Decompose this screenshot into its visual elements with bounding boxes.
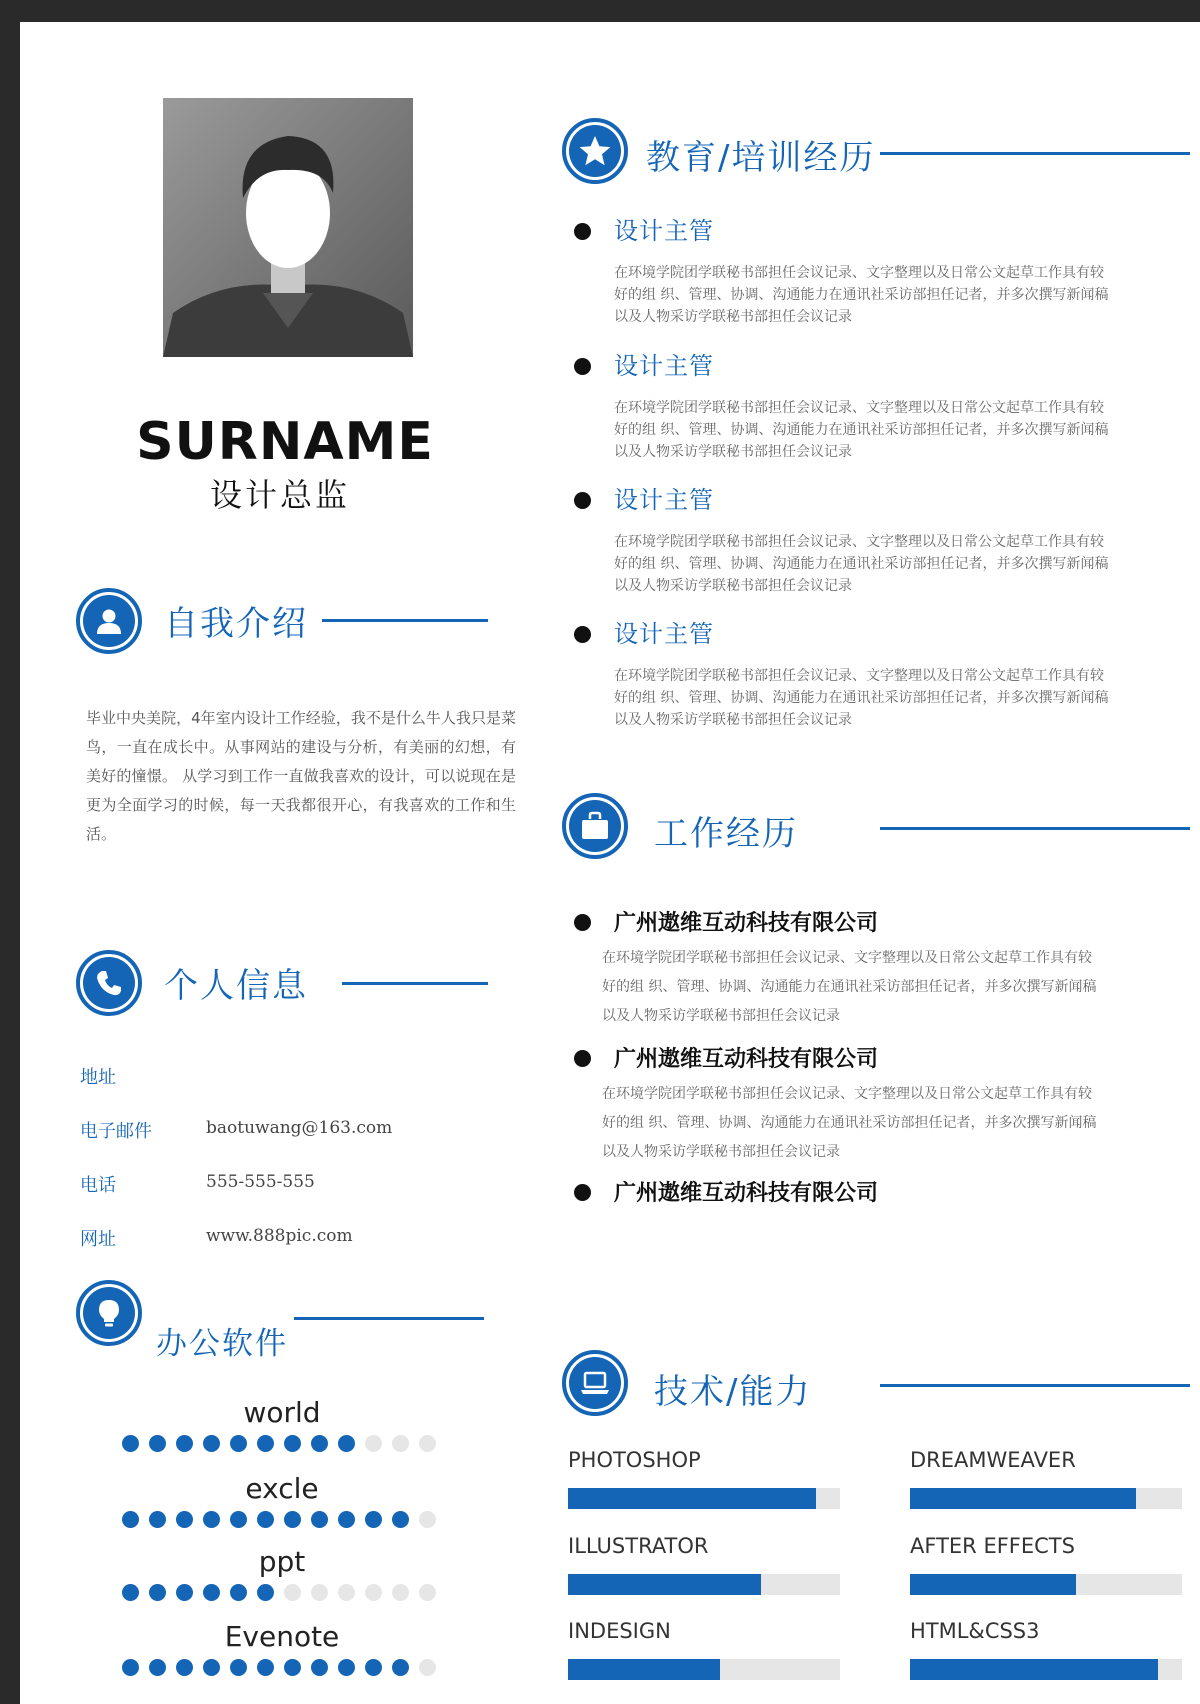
education-desc: 在环境学院团学联秘书部担任会议记录、文字整理以及日常公文起草工作具有较好的组 织、管理、协调、沟通能力在通讯社采访部担任记者，并多次撰写新闻稿以及人物采访学联秘书部担任会议记录 — [614, 668, 1109, 728]
rating-dot-filled — [257, 1435, 274, 1452]
software-item — [122, 1396, 442, 1452]
rating-dot-filled — [338, 1435, 355, 1452]
skill-name: PHOTOSHOP — [568, 1448, 701, 1472]
rating-dot-filled — [149, 1435, 166, 1452]
skill-bar — [568, 1574, 840, 1595]
work-title: 广州遨维互动科技有限公司 — [614, 1047, 879, 1072]
skill-bar — [568, 1659, 840, 1680]
rating-dot-filled — [230, 1584, 247, 1601]
work-heading: 工作经历 — [654, 814, 798, 854]
rating-dot-filled — [392, 1511, 409, 1528]
intro-section-icon — [76, 588, 142, 654]
software-item — [122, 1620, 442, 1676]
rating-dot-filled — [392, 1659, 409, 1676]
skill-name: AFTER EFFECTS — [910, 1534, 1075, 1558]
profile-photo — [163, 98, 413, 357]
skill-bar-fill — [568, 1659, 720, 1680]
rating-dot-filled — [311, 1435, 328, 1452]
skill-name: DREAMWEAVER — [910, 1448, 1076, 1472]
software-heading: 办公软件 — [156, 1326, 288, 1362]
bullet-icon — [574, 358, 591, 375]
software-rating — [122, 1584, 442, 1601]
software-item — [122, 1472, 442, 1528]
education-desc: 在环境学院团学联秘书部担任会议记录、文字整理以及日常公文起草工作具有较好的组 织、管理、协调、沟通能力在通讯社采访部担任记者，并多次撰写新闻稿以及人物采访学联秘书部担任会议记录 — [614, 400, 1109, 460]
bullet-icon — [574, 223, 591, 240]
info-value: www.888pic.com — [206, 1226, 353, 1246]
rating-dot-empty — [365, 1435, 382, 1452]
software-name: excle — [245, 1472, 319, 1505]
skill-bar-fill — [910, 1574, 1076, 1595]
rating-dot-filled — [257, 1584, 274, 1601]
rating-dot-filled — [230, 1511, 247, 1528]
rating-dot-filled — [338, 1659, 355, 1676]
briefcase-icon — [579, 811, 611, 841]
bullet-icon — [574, 492, 591, 509]
laptop-icon — [579, 1369, 611, 1397]
portrait-image — [163, 98, 413, 357]
education-divider — [880, 152, 1190, 155]
intro-divider — [322, 619, 488, 622]
work-desc: 在环境学院团学联秘书部担任会议记录、文字整理以及日常公文起草工作具有较好的组 织、管理、协调、沟通能力在通讯社采访部担任记者，并多次撰写新闻稿以及人物采访学联秘书部担任会议记录 — [602, 1086, 1097, 1160]
work-section-icon — [562, 793, 628, 859]
rating-dot-filled — [284, 1511, 301, 1528]
work-desc: 在环境学院团学联秘书部担任会议记录、文字整理以及日常公文起草工作具有较好的组 织、管理、协调、沟通能力在通讯社采访部担任记者，并多次撰写新闻稿以及人物采访学联秘书部担任会议记录 — [602, 950, 1097, 1024]
info-label: 网址 — [80, 1229, 116, 1250]
bullet-icon — [574, 1050, 591, 1067]
star-icon — [578, 134, 612, 168]
skill-bar — [910, 1488, 1182, 1509]
skills-divider — [880, 1384, 1190, 1387]
education-desc: 在环境学院团学联秘书部担任会议记录、文字整理以及日常公文起草工作具有较好的组 织、管理、协调、沟通能力在通讯社采访部担任记者，并多次撰写新闻稿以及人物采访学联秘书部担任会议记录 — [614, 265, 1109, 325]
software-name: ppt — [258, 1545, 306, 1578]
info-label: 地址 — [80, 1067, 116, 1088]
rating-dot-empty — [338, 1584, 355, 1601]
skills-heading: 技术/能力 — [654, 1372, 812, 1412]
software-rating — [122, 1511, 442, 1528]
rating-dot-filled — [149, 1659, 166, 1676]
info-heading: 个人信息 — [164, 966, 308, 1006]
rating-dot-filled — [176, 1584, 193, 1601]
rating-dot-filled — [203, 1584, 220, 1601]
education-heading: 教育/培训经历 — [646, 138, 876, 178]
education-title: 设计主管 — [614, 217, 714, 245]
rating-dot-filled — [176, 1659, 193, 1676]
skill-bar-fill — [910, 1488, 1136, 1509]
skill-name: ILLUSTRATOR — [568, 1534, 709, 1558]
software-name: world — [243, 1396, 321, 1429]
rating-dot-filled — [149, 1584, 166, 1601]
rating-dot-filled — [311, 1511, 328, 1528]
software-item — [122, 1545, 442, 1601]
rating-dot-filled — [230, 1435, 247, 1452]
rating-dot-filled — [122, 1435, 139, 1452]
rating-dot-filled — [365, 1659, 382, 1676]
person-icon — [94, 606, 124, 636]
skill-bar — [910, 1659, 1182, 1680]
bullet-icon — [574, 914, 591, 931]
rating-dot-filled — [122, 1659, 139, 1676]
rating-dot-filled — [122, 1511, 139, 1528]
education-desc: 在环境学院团学联秘书部担任会议记录、文字整理以及日常公文起草工作具有较好的组 织、管理、协调、沟通能力在通讯社采访部担任记者，并多次撰写新闻稿以及人物采访学联秘书部担任会议记录 — [614, 534, 1109, 594]
rating-dot-empty — [392, 1584, 409, 1601]
rating-dot-empty — [419, 1435, 436, 1452]
skill-name: INDESIGN — [568, 1619, 671, 1643]
rating-dot-empty — [392, 1435, 409, 1452]
rating-dot-filled — [122, 1584, 139, 1601]
rating-dot-filled — [176, 1435, 193, 1452]
rating-dot-filled — [230, 1659, 247, 1676]
info-section-icon — [76, 950, 142, 1016]
software-name: Evenote — [224, 1620, 340, 1653]
software-rating — [122, 1659, 442, 1676]
rating-dot-filled — [257, 1659, 274, 1676]
lightbulb-icon — [94, 1298, 124, 1328]
intro-heading: 自我介绍 — [164, 604, 308, 644]
rating-dot-filled — [365, 1511, 382, 1528]
skill-bar — [910, 1574, 1182, 1595]
info-divider — [342, 982, 488, 985]
rating-dot-filled — [257, 1511, 274, 1528]
work-divider — [880, 827, 1190, 830]
rating-dot-empty — [419, 1659, 436, 1676]
rating-dot-filled — [149, 1511, 166, 1528]
work-title: 广州遨维互动科技有限公司 — [614, 1181, 879, 1206]
rating-dot-empty — [284, 1584, 301, 1601]
software-rating — [122, 1435, 442, 1452]
info-label: 电子邮件 — [80, 1121, 152, 1142]
rating-dot-filled — [311, 1659, 328, 1676]
education-section-icon — [562, 118, 628, 184]
software-section-icon — [76, 1280, 142, 1346]
rating-dot-empty — [365, 1584, 382, 1601]
rating-dot-filled — [284, 1659, 301, 1676]
info-value: baotuwang@163.com — [206, 1118, 393, 1138]
rating-dot-filled — [203, 1659, 220, 1676]
rating-dot-filled — [203, 1511, 220, 1528]
skill-bar — [568, 1488, 840, 1509]
work-title: 广州遨维互动科技有限公司 — [614, 911, 879, 936]
education-title: 设计主管 — [614, 486, 714, 514]
profile-name: SURNAME — [136, 412, 434, 472]
education-title: 设计主管 — [614, 352, 714, 380]
bullet-icon — [574, 1184, 591, 1201]
rating-dot-empty — [311, 1584, 328, 1601]
skills-section-icon — [562, 1350, 628, 1416]
software-divider — [294, 1317, 484, 1320]
info-label: 电话 — [80, 1175, 116, 1196]
rating-dot-filled — [176, 1511, 193, 1528]
education-title: 设计主管 — [614, 620, 714, 648]
skill-bar-fill — [910, 1659, 1158, 1680]
intro-text: 毕业中央美院，4年室内设计工作经验，我不是什么牛人我只是菜鸟，一直在成长中。从事网站的建设与分析，有美丽的幻想，有美好的憧憬。 从学习到工作一直做我喜欢的设计，可以说现在是更为全面学习的时候，每一天我都很开心，有我喜欢的工作和生活。 — [86, 709, 516, 843]
profile-role: 设计总监 — [209, 476, 350, 514]
rating-dot-empty — [419, 1511, 436, 1528]
skill-name: HTML&CSS3 — [910, 1619, 1040, 1643]
rating-dot-filled — [284, 1435, 301, 1452]
info-value: 555-555-555 — [206, 1172, 315, 1192]
skill-bar-fill — [568, 1488, 816, 1509]
phone-icon — [94, 968, 124, 998]
rating-dot-filled — [338, 1511, 355, 1528]
rating-dot-filled — [203, 1435, 220, 1452]
rating-dot-empty — [419, 1584, 436, 1601]
bullet-icon — [574, 626, 591, 643]
skill-bar-fill — [568, 1574, 761, 1595]
resume-page — [20, 22, 1200, 1704]
